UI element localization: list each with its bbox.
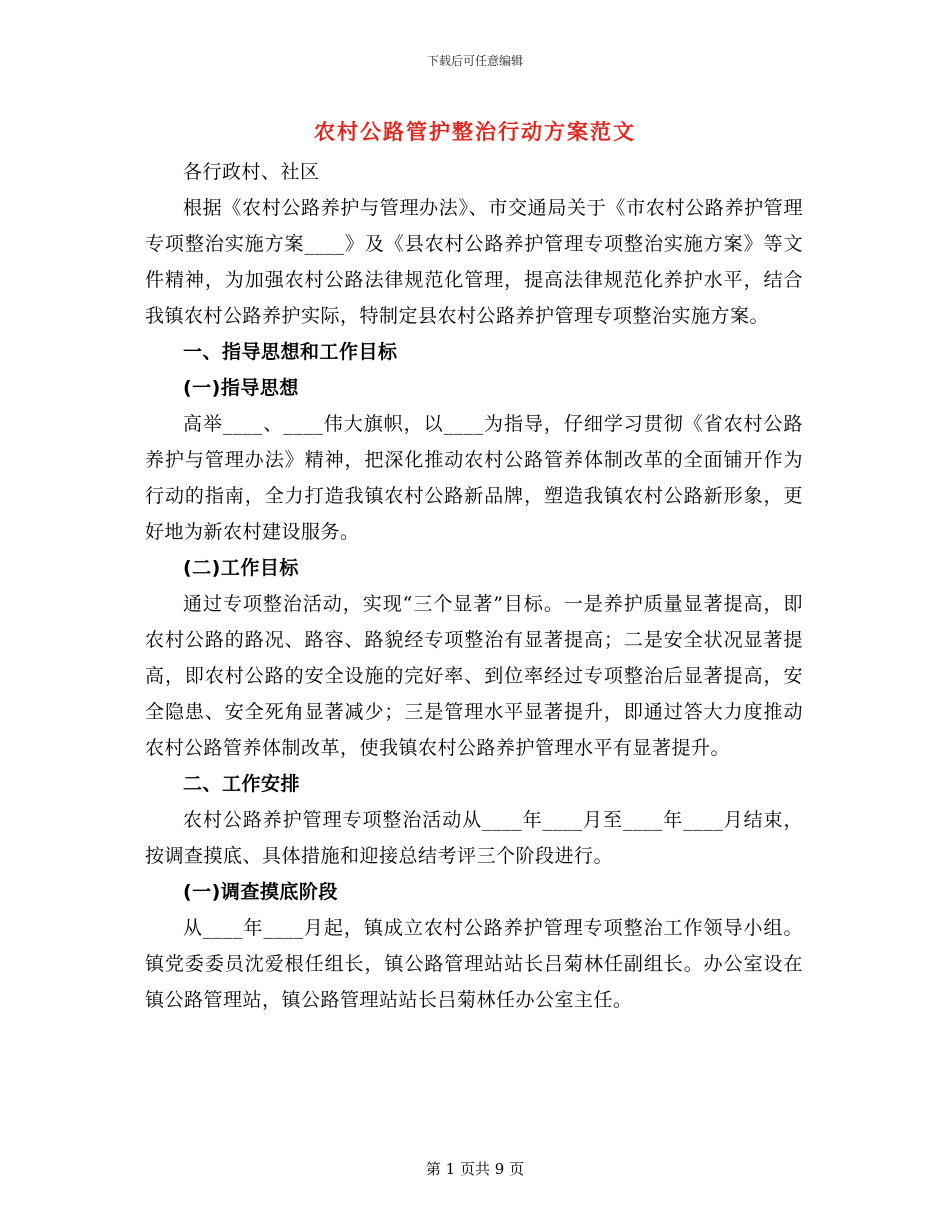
page-number: 第 1 页共 9 页 [425, 1160, 525, 1178]
page-header-note: 下载后可任意编辑 [426, 54, 523, 68]
section-heading-2: 二、工作安排 [183, 773, 301, 795]
document-title: 农村公路管护整治行动方案范文 [314, 119, 636, 144]
paragraph-guiding-ideology: 高举____、____伟大旗帜，以____为指导，仔细学习贯彻《省农村公路养护与管理办法》精神，把深化推动农村公路管养体制改革的全面铺开作为行动的指南，全力打造我镇农村公路新品牌，塑造我镇农村公路新形象，更好地为新农村建设服务。 [145, 413, 803, 543]
subsection-heading-work-goals: (二)工作目标 [183, 557, 299, 579]
paragraph-intro: 根据《农村公路养护与管理办法》、市交通局关于《市农村公路养护管理专项整治实施方案____》及《县农村公路养护管理专项整治实施方案》等文件精神，为加强农村公路法律规范化管理，提高法律规范化养护水平，结合我镇农村公路养护实际，特制定县农村公路养护管理专项整治实施方案。 [145, 197, 803, 327]
paragraph-work-schedule: 农村公路养护管理专项整治活动从____年____月至____年____月结束，按调查摸底、具体措施和迎接总结考评三个阶段进行。 [145, 809, 803, 867]
subsection-heading-survey-stage: (一)调查摸底阶段 [183, 881, 338, 903]
subsection-heading-guiding-ideology: (一)指导思想 [183, 377, 299, 399]
paragraph-survey-stage: 从____年____月起，镇成立农村公路养护管理专项整治工作领导小组。镇党委委员沈爱根任组长，镇公路管理站站长吕菊林任副组长。办公室设在镇公路管理站，镇公路管理站站长吕菊林任办公室主任。 [145, 917, 803, 1011]
document-body [145, 154, 803, 1018]
paragraph-work-goals: 通过专项整治活动，实现“三个显著”目标。一是养护质量显著提高，即农村公路的路况、路容、路貌经专项整治有显著提高；二是安全状况显著提高，即农村公路的安全设施的完好率、到位率经过专项整治后显著提高，安全隐患、安全死角显著减少；三是管理水平显著提升，即通过答大力度推动农村公路管养体制改革，使我镇农村公路养护管理水平有显著提升。 [145, 593, 803, 759]
section-heading-1: 一、指导思想和工作目标 [183, 341, 398, 363]
paragraph-addressee: 各行政村、社区 [183, 161, 320, 183]
